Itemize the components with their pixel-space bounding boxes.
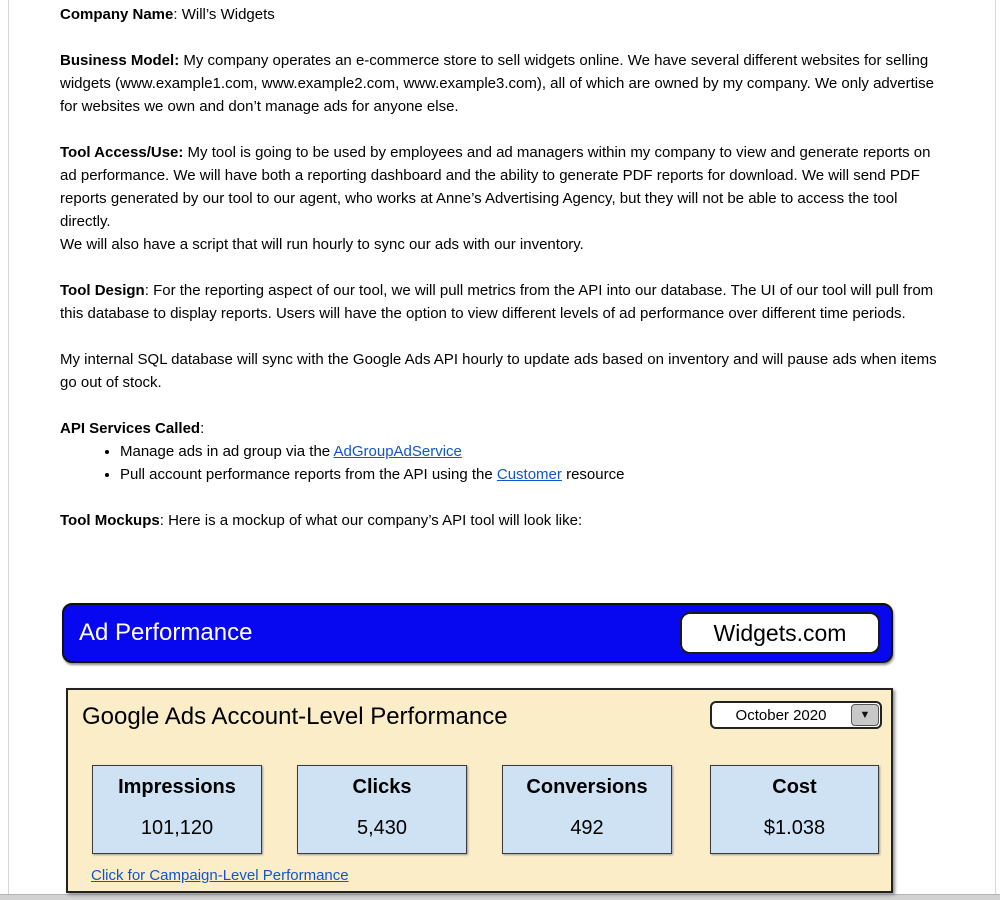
- tool-mockups-text: : Here is a mockup of what our company’s API tool will look like:: [159, 512, 583, 529]
- bullet-text-pre: Pull account performance reports from the API using the: [120, 466, 497, 483]
- banner-title: Ad Performance: [79, 619, 253, 646]
- metric-value: 101,120: [140, 817, 214, 839]
- metric-label: Impressions: [118, 776, 236, 798]
- site-button[interactable]: [680, 612, 880, 654]
- section-label-company-name: Company Name: [60, 6, 174, 23]
- metric-value: 492: [570, 817, 604, 839]
- bullet-text-post: resource: [561, 466, 625, 483]
- sql-sync-text: My internal SQL database will sync with the Google Ads API hourly to update ads based on inventory and will pause ads when items go out of stock.: [60, 351, 937, 391]
- paragraph-api-services: [60, 417, 942, 440]
- paragraph-tool-design: [60, 279, 942, 325]
- metric-value: 5,430: [356, 817, 408, 839]
- account-panel: [66, 688, 893, 893]
- paragraph-sql-sync: [60, 348, 942, 394]
- business-model-text: My company operates an e-commerce store to sell widgets online. We have several different websites for selling widgets (www.example1.com, www.example2.com, www.example3.com), all of which are owned by my company. We only advertise for websites we own and don’t manage ads for anyone else.: [60, 52, 934, 115]
- page-left-edge: [8, 0, 9, 894]
- metric-card: [297, 765, 467, 854]
- month-dropdown-value: October 2020: [735, 706, 827, 724]
- company-name-text: : Will’s Widgets: [173, 6, 275, 23]
- section-label-tool-access: Tool Access/Use:: [60, 144, 184, 161]
- tool-design-text: : For the reporting aspect of our tool, we will pull metrics from the API into our database. The UI of our tool will pull from this database to display reports. Users will have the option to view different levels of ad performance over different time periods.: [60, 282, 934, 322]
- document-body: [60, 3, 942, 532]
- chevron-down-icon: ▼: [859, 709, 871, 721]
- site-button-label: Widgets.com: [713, 619, 847, 646]
- tool-access-script-text: We will also have a script that will run hourly to sync our ads with our inventory.: [60, 236, 584, 253]
- metric-card: [502, 765, 672, 854]
- campaign-link[interactable]: Click for Campaign-Level Performance: [91, 867, 349, 884]
- metric-card: [92, 765, 262, 854]
- paragraph-tool-access: [60, 141, 942, 256]
- section-label-tool-design: Tool Design: [60, 282, 145, 299]
- section-label-tool-mockups: Tool Mockups: [60, 512, 160, 529]
- metric-value: $1.038: [763, 817, 826, 839]
- dropdown-arrow-button[interactable]: [851, 704, 879, 726]
- section-label-business-model: Business Model:: [60, 52, 180, 69]
- panel-title: Google Ads Account-Level Performance: [82, 703, 508, 730]
- section-label-api-services: API Services Called: [60, 420, 201, 437]
- mockup-banner: [62, 603, 893, 663]
- api-services-list: [60, 440, 942, 486]
- metric-label: Conversions: [526, 776, 648, 798]
- api-services-colon: :: [200, 420, 205, 437]
- metric-card: [710, 765, 879, 854]
- tool-access-text: My tool is going to be used by employees and ad managers within my company to view and generate reports on ad performance. We will have both a reporting dashboard and the ability to generate PDF reports for download. We will send PDF reports generated by our tool to our agent, who works at Anne’s Advertising Agency, but they will not be able to access the tool directly.: [60, 144, 931, 230]
- paragraph-tool-mockups: [60, 509, 942, 532]
- list-item: [120, 440, 942, 463]
- list-item: [120, 463, 942, 486]
- month-dropdown[interactable]: [710, 701, 882, 729]
- doc-link-adgroupadservice[interactable]: AdGroupAdService: [333, 443, 462, 460]
- metric-label: Clicks: [352, 776, 412, 798]
- bullet-text-pre: Manage ads in ad group via the: [120, 443, 334, 460]
- page-right-edge: [995, 0, 996, 894]
- paragraph-business-model: [60, 49, 942, 118]
- paragraph-company-name: [60, 3, 942, 26]
- page-break-strip: [0, 894, 1000, 900]
- doc-link-customer[interactable]: Customer: [496, 466, 562, 483]
- metric-label: Cost: [772, 776, 817, 798]
